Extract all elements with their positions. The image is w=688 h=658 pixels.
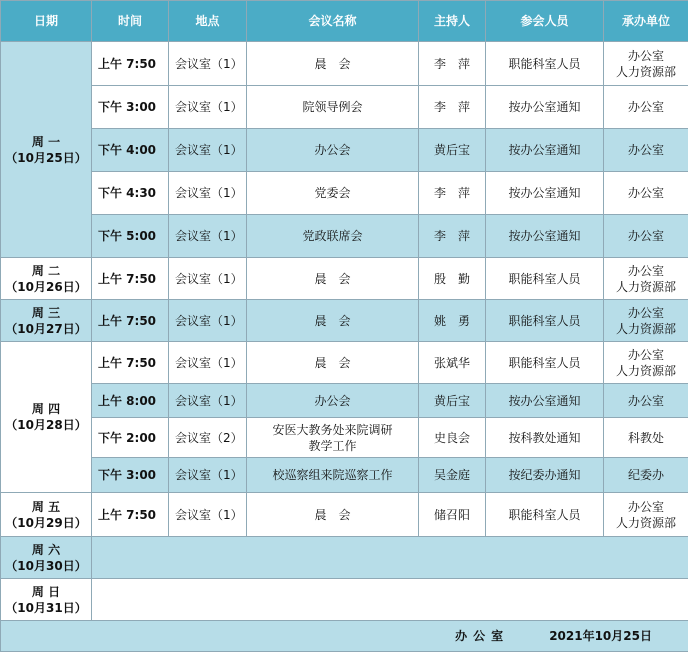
day-cell-wednesday [1, 300, 92, 342]
date-label: （10月30日） [5, 558, 87, 573]
weekday-label: 周 一 [31, 134, 61, 149]
attendees-cell: 职能科室人员 [486, 42, 604, 86]
date-label: （10月29日） [5, 515, 87, 530]
table-row [1, 215, 688, 258]
header-attendees: 参会人员 [486, 1, 604, 42]
attendees-cell: 职能科室人员 [486, 300, 604, 342]
weekday-label: 周 五 [31, 499, 61, 514]
unit-cell: 办公室 人力资源部 [604, 300, 688, 342]
table-row [1, 342, 688, 384]
day-cell-friday [1, 493, 92, 537]
unit-cell: 纪委办 [604, 458, 688, 493]
unit-cell: 办公室 [604, 384, 688, 418]
unit-cell: 办公室 人力资源部 [604, 258, 688, 300]
host-cell: 史良会 [419, 418, 486, 458]
place-cell: 会议室（1） [169, 300, 247, 342]
place-cell: 会议室（1） [169, 172, 247, 215]
place-cell: 会议室（2） [169, 418, 247, 458]
header-host: 主持人 [419, 1, 486, 42]
day-cell-saturday [1, 537, 92, 579]
place-cell: 会议室（1） [169, 384, 247, 418]
footer-cell [1, 621, 688, 652]
place-cell: 会议室（1） [169, 342, 247, 384]
table-row [1, 86, 688, 129]
host-cell: 黄后宝 [419, 129, 486, 172]
day-cell-thursday [1, 342, 92, 493]
host-cell: 吴金庭 [419, 458, 486, 493]
header-time: 时间 [92, 1, 169, 42]
unit-cell: 办公室 人力资源部 [604, 42, 688, 86]
place-cell: 会议室（1） [169, 493, 247, 537]
footer-row [1, 621, 688, 652]
place-cell: 会议室（1） [169, 258, 247, 300]
empty-schedule-cell [92, 579, 688, 621]
header-row [1, 1, 688, 42]
attendees-cell: 按办公室通知 [486, 129, 604, 172]
unit-cell: 办公室 人力资源部 [604, 342, 688, 384]
place-cell: 会议室（1） [169, 215, 247, 258]
time-cell: 下午 3:00 [92, 86, 169, 129]
meeting-name-cell: 院领导例会 [247, 86, 419, 129]
table-row [1, 258, 688, 300]
meeting-name-cell: 晨 会 [247, 342, 419, 384]
meeting-name-cell: 党政联席会 [247, 215, 419, 258]
meeting-name-cell: 安医大教务处来院调研 教学工作 [247, 418, 419, 458]
attendees-cell: 按办公室通知 [486, 172, 604, 215]
attendees-cell: 按办公室通知 [486, 86, 604, 129]
time-cell: 下午 3:00 [92, 458, 169, 493]
footer-office: 办公室 [455, 629, 510, 643]
meeting-name-cell: 晨 会 [247, 42, 419, 86]
time-cell: 上午 7:50 [92, 342, 169, 384]
host-cell: 殷 勤 [419, 258, 486, 300]
meeting-name-cell: 办公会 [247, 129, 419, 172]
footer-date: 2021年10月25日 [549, 629, 652, 643]
attendees-cell: 职能科室人员 [486, 342, 604, 384]
unit-cell: 办公室 人力资源部 [604, 493, 688, 537]
table-row [1, 42, 688, 86]
date-label: （10月25日） [5, 150, 87, 165]
table-row [1, 579, 688, 621]
unit-cell: 办公室 [604, 129, 688, 172]
day-cell-tuesday [1, 258, 92, 300]
time-cell: 上午 7:50 [92, 42, 169, 86]
place-cell: 会议室（1） [169, 86, 247, 129]
day-cell-monday [1, 42, 92, 258]
header-date: 日期 [1, 1, 92, 42]
empty-schedule-cell [92, 537, 688, 579]
weekday-label: 周 日 [31, 584, 61, 599]
attendees-cell: 职能科室人员 [486, 258, 604, 300]
weekday-label: 周 四 [31, 402, 61, 416]
meeting-name-cell: 晨 会 [247, 493, 419, 537]
weekday-label: 周 二 [31, 263, 61, 278]
attendees-cell: 按科教处通知 [486, 418, 604, 458]
header-place: 地点 [169, 1, 247, 42]
meeting-name-cell: 校巡察组来院巡察工作 [247, 458, 419, 493]
place-cell: 会议室（1） [169, 42, 247, 86]
meeting-name-cell: 办公会 [247, 384, 419, 418]
time-cell: 上午 8:00 [92, 384, 169, 418]
place-cell: 会议室（1） [169, 458, 247, 493]
table-row [1, 300, 688, 342]
place-cell: 会议室（1） [169, 129, 247, 172]
meeting-name-cell: 晨 会 [247, 300, 419, 342]
weekday-label: 周 三 [31, 305, 61, 320]
host-cell: 黄后宝 [419, 384, 486, 418]
table-row [1, 172, 688, 215]
attendees-cell: 职能科室人员 [486, 493, 604, 537]
time-cell: 下午 4:30 [92, 172, 169, 215]
date-label: （10月28日） [5, 418, 87, 432]
table-row [1, 537, 688, 579]
meeting-name-cell: 党委会 [247, 172, 419, 215]
date-label: （10月26日） [5, 279, 87, 294]
unit-cell: 办公室 [604, 215, 688, 258]
table-row [1, 129, 688, 172]
time-cell: 上午 7:50 [92, 493, 169, 537]
attendees-cell: 按纪委办通知 [486, 458, 604, 493]
time-cell: 下午 4:00 [92, 129, 169, 172]
attendees-cell: 按办公室通知 [486, 215, 604, 258]
header-meeting-name: 会议名称 [247, 1, 419, 42]
time-cell: 上午 7:50 [92, 300, 169, 342]
time-cell: 上午 7:50 [92, 258, 169, 300]
weekday-label: 周 六 [31, 542, 61, 557]
host-cell: 李 萍 [419, 215, 486, 258]
host-cell: 储召阳 [419, 493, 486, 537]
host-cell: 李 萍 [419, 86, 486, 129]
date-label: （10月27日） [5, 321, 87, 336]
host-cell: 张斌华 [419, 342, 486, 384]
time-cell: 下午 2:00 [92, 418, 169, 458]
attendees-cell: 按办公室通知 [486, 384, 604, 418]
day-cell-sunday [1, 579, 92, 621]
table-row [1, 493, 688, 537]
meeting-name-cell: 晨 会 [247, 258, 419, 300]
host-cell: 李 萍 [419, 42, 486, 86]
host-cell: 李 萍 [419, 172, 486, 215]
unit-cell: 办公室 [604, 86, 688, 129]
table-row [1, 458, 688, 493]
unit-cell: 办公室 [604, 172, 688, 215]
table-row [1, 384, 688, 418]
table-row [1, 418, 688, 458]
host-cell: 姚 勇 [419, 300, 486, 342]
unit-cell: 科教处 [604, 418, 688, 458]
header-unit: 承办单位 [604, 1, 688, 42]
time-cell: 下午 5:00 [92, 215, 169, 258]
date-label: （10月31日） [5, 600, 87, 615]
